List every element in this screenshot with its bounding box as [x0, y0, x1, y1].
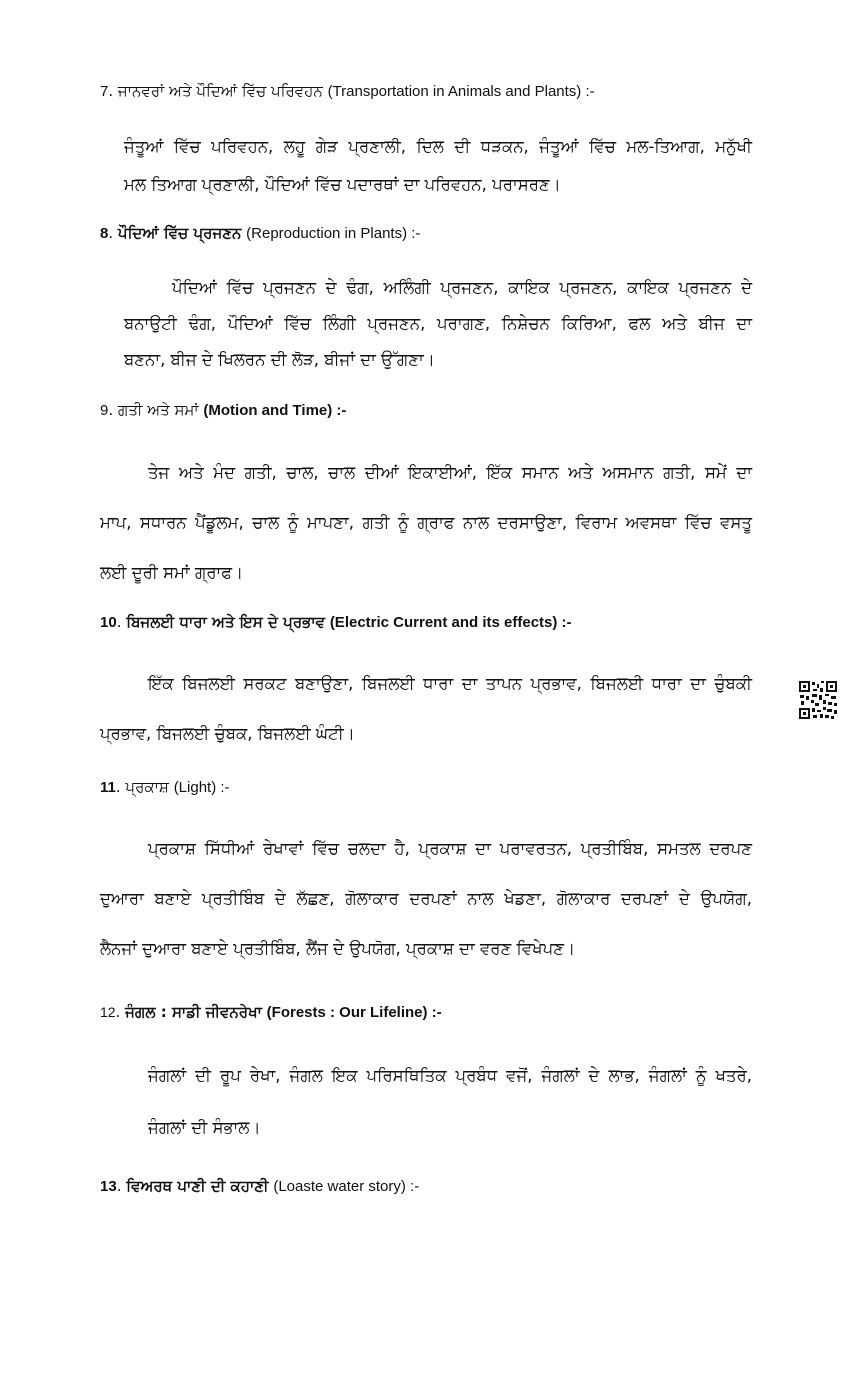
- section-10-title-english: (Electric Current and its effects) :-: [329, 614, 572, 631]
- section-7-body: [124, 128, 752, 204]
- section-11-number: 11: [100, 779, 116, 796]
- section-9-number: 9: [100, 402, 109, 419]
- section-12-body: [148, 1050, 752, 1154]
- section-11-title-english: (Light) :-: [173, 779, 230, 796]
- section-8-line: ਬਣਨਾ, ਬੀਜ ਦੇ ਖਿਲਰਨ ਦੀ ਲੋੜ, ਬੀਜਾਂ ਦਾ ਉੱਗਣਾ।: [124, 350, 435, 369]
- section-7-title-english: (Transportation in Animals and Plants) :-: [327, 83, 595, 100]
- section-8-number: 8: [100, 225, 109, 242]
- section-10-body: [100, 659, 752, 759]
- section-12-heading: 12. ਜੰਗਲ : ਸਾਡੀ ਜੀਵਨਰੇਖਾ (Forests : Our Lifeline) :-: [100, 1003, 442, 1021]
- section-7-line: ਜੰਤੂਆਂ ਵਿੱਚ ਪਰਿਵਹਨ, ਲਹੂ ਗੇੜ ਪ੍ਰਣਾਲੀ, ਦਿਲ ਦੀ ਧੜਕਨ, ਜੰਤੂਆਂ ਵਿੱਚ ਮਲ-ਤਿਆਗ, ਮਨੁੱਖੀ: [124, 137, 752, 156]
- section-9-heading: 9. ਗਤੀ ਅਤੇ ਸਮਾਂ (Motion and Time) :-: [100, 401, 347, 419]
- section-7-title-punjabi: ਜਾਨਵਰਾਂ ਅਤੇ ਪੌਦਿਆਂ ਵਿੱਚ ਪਰਿਵਹਨ: [117, 82, 323, 100]
- section-11-heading: 11. ਪ੍ਰਕਾਸ਼ (Light) :-: [100, 778, 230, 796]
- section-11-line: ਦੁਆਰਾ ਬਣਾਏ ਪ੍ਰਤੀਬਿੰਬ ਦੇ ਲੱਛਣ, ਗੋਲਾਕਾਰ ਦਰਪਣਾਂ ਨਾਲ ਖੇਡਣਾ, ਗੋਲਾਕਾਰ ਦਰਪਣਾਂ ਦੇ ਉਪਯੋਗ,: [100, 889, 752, 908]
- section-13-title-english: (Loaste water story) :-: [273, 1178, 420, 1195]
- section-11-title-punjabi: ਪ੍ਰਕਾਸ਼: [125, 778, 169, 796]
- section-7-heading: 7. ਜਾਨਵਰਾਂ ਅਤੇ ਪੌਦਿਆਂ ਵਿੱਚ ਪਰਿਵਹਨ (Transportation in Animals and Plants) :-: [100, 82, 595, 100]
- section-13-title-punjabi: ਵਿਅਰਥ ਪਾਣੀ ਦੀ ਕਹਾਣੀ: [126, 1177, 269, 1195]
- section-7-number: 7: [100, 83, 109, 100]
- section-13-heading: 13. ਵਿਅਰਥ ਪਾਣੀ ਦੀ ਕਹਾਣੀ (Loaste water story) :-: [100, 1177, 420, 1195]
- section-12-line: ਜੰਗਲਾਂ ਦੀ ਸੰਭਾਲ।: [148, 1118, 261, 1137]
- section-8-heading: 8. ਪੌਦਿਆਂ ਵਿੱਚ ਪ੍ਰਜਣਨ (Reproduction in Plants) :-: [100, 224, 421, 242]
- section-9-line: ਮਾਪ, ਸਧਾਰਨ ਪੈਂਡੂਲਮ, ਚਾਲ ਨੂੰ ਮਾਪਣਾ, ਗਤੀ ਨੂੰ ਗ੍ਰਾਫ ਨਾਲ ਦਰਸਾਉਣਾ, ਵਿਰਾਮ ਅਵਸਥਾ ਵਿੱਚ ਵਸਤੂ: [100, 513, 752, 532]
- section-10-line: ਇੱਕ ਬਿਜਲਈ ਸਰਕਟ ਬਣਾਉਣਾ, ਬਿਜਲਈ ਧਾਰਾ ਦਾ ਤਾਪਨ ਪ੍ਰਭਾਵ, ਬਿਜਲਈ ਧਾਰਾ ਦਾ ਚੁੰਬਕੀ: [148, 674, 752, 693]
- section-9-line: ਤੇਜ ਅਤੇ ਮੰਦ ਗਤੀ, ਚਾਲ, ਚਾਲ ਦੀਆਂ ਇਕਾਈਆਂ, ਇੱਕ ਸਮਾਨ ਅਤੇ ਅਸਮਾਨ ਗਤੀ, ਸਮੇਂ ਦਾ: [148, 463, 752, 482]
- section-13-number: 13: [100, 1178, 117, 1195]
- section-8-line: ਬਨਾਉਟੀ ਢੰਗ, ਪੌਦਿਆਂ ਵਿੱਚ ਲਿੰਗੀ ਪ੍ਰਜਣਨ, ਪਰਾਗਣ, ਨਿਸ਼ੇਚਨ ਕਿਰਿਆ, ਫਲ ਅਤੇ ਬੀਜ ਦਾ: [124, 314, 752, 333]
- section-11-body: [100, 824, 752, 974]
- section-8-line: ਪੌਦਿਆਂ ਵਿੱਚ ਪ੍ਰਜਣਨ ਦੇ ਢੰਗ, ਅਲਿੰਗੀ ਪ੍ਰਜਣਨ, ਕਾਇਕ ਪ੍ਰਜਣਨ, ਕਾਇਕ ਪ੍ਰਜਣਨ ਦੇ: [172, 278, 752, 297]
- section-7-line: ਮਲ ਤਿਆਗ ਪ੍ਰਣਾਲੀ, ਪੌਦਿਆਂ ਵਿੱਚ ਪਦਾਰਥਾਂ ਦਾ ਪਰਿਵਹਨ, ਪਰਾਸਰਣ।: [124, 175, 561, 194]
- section-11-line: ਲੈਨਜਾਂ ਦੁਆਰਾ ਬਣਾਏ ਪ੍ਰਤੀਬਿੰਬ, ਲੈਂਜ ਦੇ ਉਪਯੋਗ, ਪ੍ਰਕਾਸ਼ ਦਾ ਵਰਣ ਵਿਖੇਪਣ।: [100, 939, 576, 958]
- section-12-title-english: (Forests : Our Lifeline) :-: [266, 1004, 442, 1021]
- qr-code-icon: [798, 680, 838, 720]
- section-10-title-punjabi: ਬਿਜਲਈ ਧਾਰਾ ਅਤੇ ਇਸ ਦੇ ਪ੍ਰਭਾਵ: [126, 613, 326, 631]
- section-9-title-punjabi: ਗਤੀ ਅਤੇ ਸਮਾਂ: [117, 401, 199, 419]
- section-8-title-english: (Reproduction in Plants) :-: [246, 225, 421, 242]
- section-10-heading: 10. ਬਿਜਲਈ ਧਾਰਾ ਅਤੇ ਇਸ ਦੇ ਪ੍ਰਭਾਵ (Electric Current and its effects) :-: [100, 613, 572, 631]
- section-8-body: [124, 270, 752, 378]
- section-11-line: ਪ੍ਰਕਾਸ਼ ਸਿੱਧੀਆਂ ਰੇਖਾਵਾਂ ਵਿੱਚ ਚਲਦਾ ਹੈ, ਪ੍ਰਕਾਸ਼ ਦਾ ਪਰਾਵਰਤਨ, ਪ੍ਰਤੀਬਿੰਬ, ਸਮਤਲ ਦਰਪਣ: [148, 839, 752, 858]
- section-12-title-punjabi: ਜੰਗਲ : ਸਾਡੀ ਜੀਵਨਰੇਖਾ: [125, 1003, 262, 1021]
- section-8-title-punjabi: ਪੌਦਿਆਂ ਵਿੱਚ ਪ੍ਰਜਣਨ: [117, 224, 242, 242]
- section-9-body: [100, 448, 752, 598]
- section-12-number: 12: [100, 1004, 116, 1020]
- section-9-line: ਲਈ ਦੂਰੀ ਸਮਾਂ ਗ੍ਰਾਫ।: [100, 563, 244, 582]
- section-10-number: 10: [100, 614, 117, 631]
- section-10-line: ਪ੍ਰਭਾਵ, ਬਿਜਲਈ ਚੁੰਬਕ, ਬਿਜਲਈ ਘੰਟੀ।: [100, 724, 355, 743]
- section-12-line: ਜੰਗਲਾਂ ਦੀ ਰੂਪ ਰੇਖਾ, ਜੰਗਲ ਇਕ ਪਰਿਸਥਿਤਿਕ ਪ੍ਰਬੰਧ ਵਜੋਂ, ਜੰਗਲਾਂ ਦੇ ਲਾਭ, ਜੰਗਲਾਂ ਨੂੰ ਖਤਰੇ,: [148, 1066, 752, 1085]
- section-9-title-english: (Motion and Time) :-: [203, 402, 347, 419]
